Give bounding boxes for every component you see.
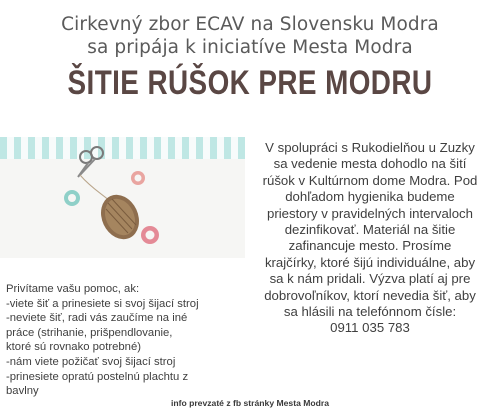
thread-spool-icon — [94, 189, 146, 246]
description-line: priestory v pravidelných intervaloch — [267, 205, 473, 221]
description-line: krajčírky, ktoré šijú individuálne, aby — [264, 254, 476, 270]
list-item: Privítame vašu pomoc, ak: — [6, 283, 140, 295]
description-line: dobrovoľníkov, ktorí nevedia šiť, aby — [264, 287, 476, 303]
headline: ŠITIE RÚŠOK PRE MODRU — [67, 64, 433, 102]
phone-number: 0911 035 783 — [330, 320, 410, 336]
scissors-icon — [78, 147, 103, 177]
description-line: sa hlásili na telefónnom čísle: — [283, 304, 457, 320]
help-list — [6, 282, 246, 399]
list-item: ktoré sú rovnako potrebné) — [6, 341, 142, 354]
list-item: -viete šiť a prinesiete si svoj šijací stroj — [6, 297, 199, 310]
description-line: zafinancuje mesto. Prosíme — [288, 238, 452, 254]
description-line: rúšok v Kultúrnom dome Modra. Pod — [262, 172, 478, 188]
description-line: dohľadom hygienika budeme — [285, 189, 455, 205]
source-footer: info prevzaté z fb stránky Mesta Modra — [170, 398, 330, 408]
description-line: sa k nám pridali. Výzva platí aj pre — [269, 271, 471, 287]
list-item: -nám viete požičať svoj šijací stroj — [6, 355, 176, 368]
list-item: práce (strihanie, prišpendlovanie, — [6, 326, 173, 339]
list-item: bavlny — [6, 385, 39, 398]
header-line-2: sa pripája k iniciatíve Mesta Modra — [87, 37, 413, 58]
sewing-photo — [0, 137, 245, 258]
header-line-1: Cirkevný zbor ECAV na Slovensku Modra — [61, 14, 439, 35]
project-description — [248, 140, 492, 337]
sewing-illustration — [0, 137, 245, 258]
list-item: -neviete šiť, radi vás zaučíme na iné — [6, 312, 188, 325]
description-line: V spolupráci s Rukodielňou u Zuzky — [265, 140, 475, 155]
description-line: sa vedenie mesta dohodlo na šití — [273, 156, 467, 172]
list-item: -prinesiete opratú postelnú plachtu z — [6, 370, 189, 383]
description-line: dezinfikovať. Materiál na šitie — [284, 222, 456, 238]
